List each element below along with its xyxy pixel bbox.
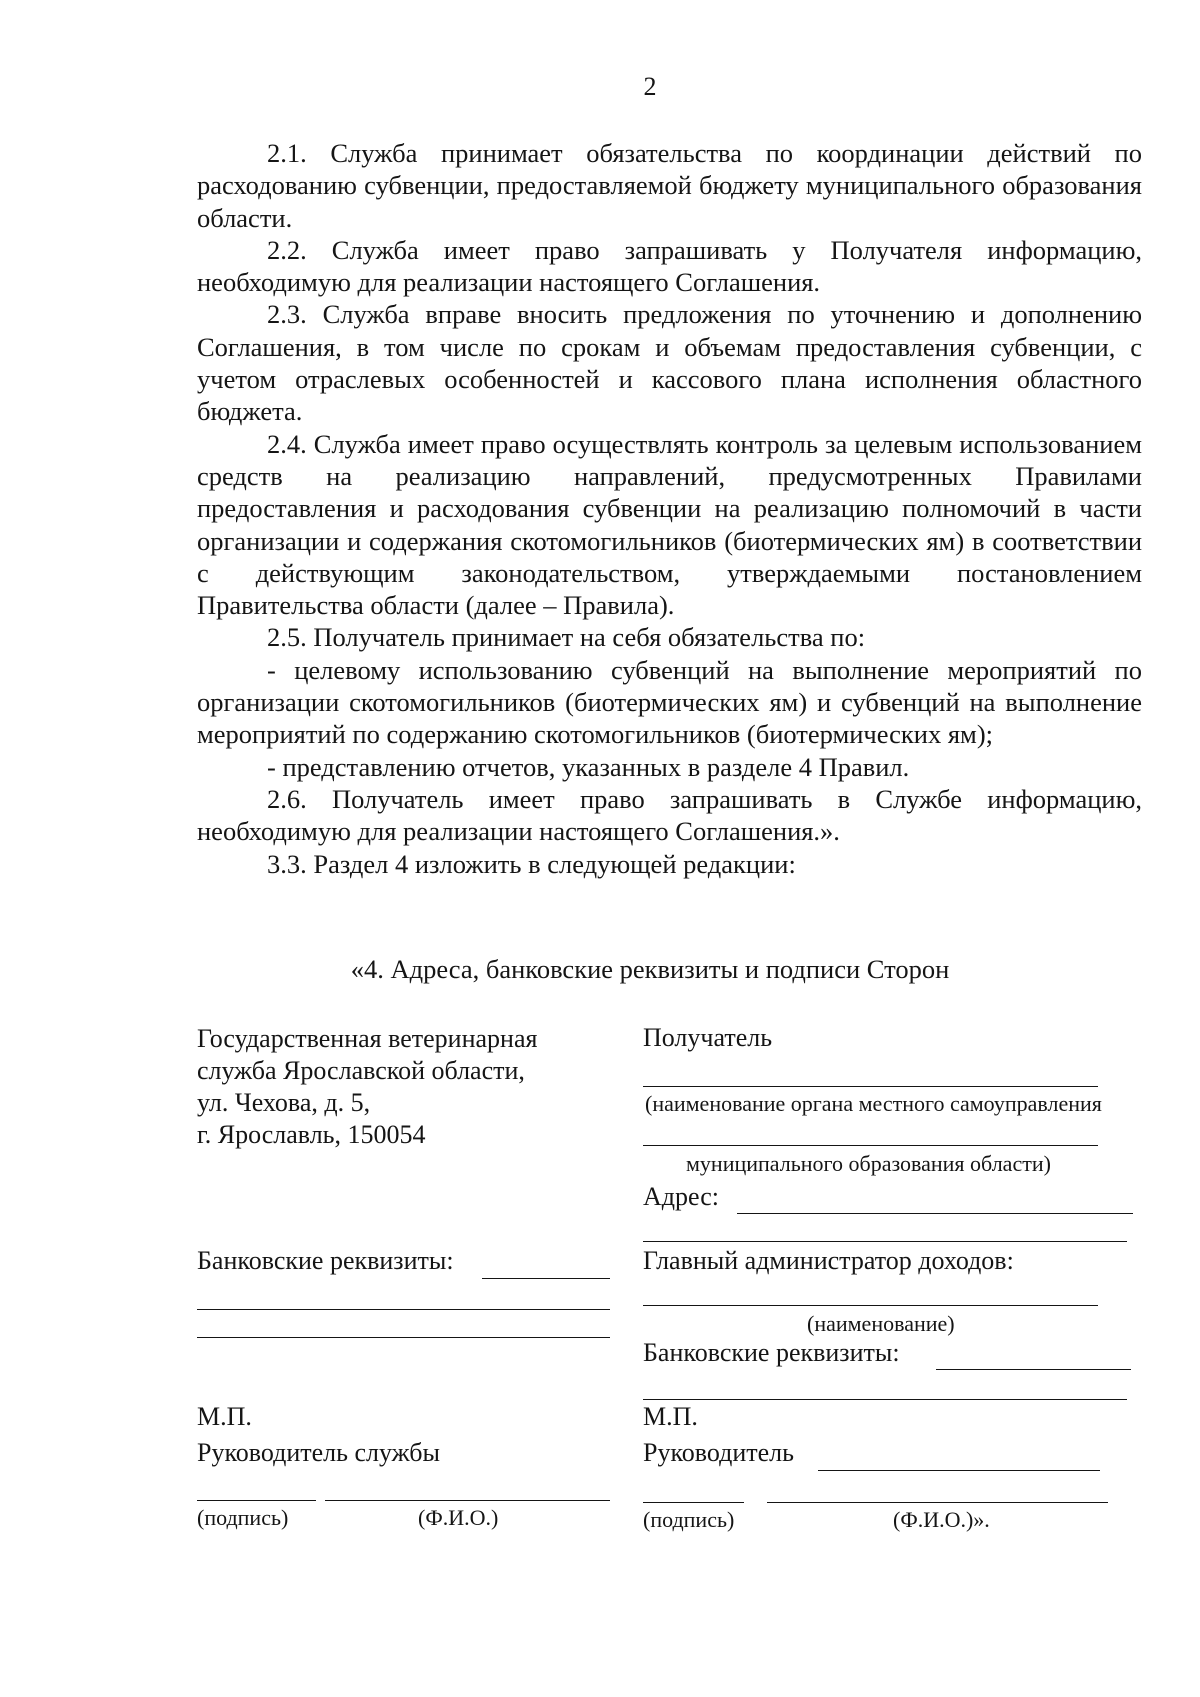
- right-party-title: Получатель: [643, 1023, 773, 1052]
- left-name-line: [325, 1500, 610, 1501]
- right-signature-caption: (подпись): [643, 1507, 735, 1532]
- left-address-line: г. Ярославль, 150054: [197, 1120, 426, 1149]
- right-bank-details-label: Банковские реквизиты:: [643, 1338, 900, 1367]
- left-signature-line: [197, 1500, 316, 1501]
- right-signature-line: [643, 1502, 744, 1503]
- right-address-line: [737, 1213, 1133, 1214]
- left-address-line: служба Ярославской области,: [197, 1056, 525, 1085]
- left-bank-details-label: Банковские реквизиты:: [197, 1246, 454, 1275]
- left-signature-caption: (подпись): [197, 1505, 289, 1530]
- right-head-line: [818, 1470, 1100, 1471]
- right-name-caption: (Ф.И.О.)».: [893, 1507, 990, 1532]
- paragraph-2-1: 2.1. Служба принимает обязательства по координации действий по расходованию субвенции, предоставляемой бюджету муниципального образования области.: [197, 138, 1142, 233]
- left-address-line: ул. Чехова, д. 5,: [197, 1088, 371, 1117]
- paragraph-2-5: 2.5. Получатель принимает на себя обязательства по:: [267, 622, 866, 653]
- paragraph-3-3: 3.3. Раздел 4 изложить в следующей редакции:: [267, 848, 796, 879]
- right-bank-details-line: [936, 1369, 1131, 1370]
- right-org-caption-1: (наименование органа местного самоуправления: [645, 1091, 1102, 1116]
- right-bank-details-line: [643, 1399, 1127, 1400]
- right-revenue-admin-line: [643, 1305, 1098, 1306]
- left-party-address: [197, 1023, 537, 1151]
- right-org-line: [643, 1086, 1098, 1087]
- right-revenue-admin-label: Главный администратор доходов:: [643, 1246, 1014, 1275]
- right-seal-label: М.П.: [643, 1402, 698, 1431]
- left-address-line: Государственная ветеринарная: [197, 1024, 538, 1053]
- right-name-line: [767, 1502, 1108, 1503]
- paragraph-2-2: 2.2. Служба имеет право запрашивать у Получателя информацию, необходимую для реализации настоящего Соглашения.: [197, 234, 1142, 298]
- right-address-line: [643, 1241, 1127, 1242]
- agreement-body: [197, 137, 1142, 880]
- left-name-caption: (Ф.И.О.): [418, 1505, 499, 1530]
- left-seal-label: М.П.: [197, 1402, 252, 1431]
- right-head-label: Руководитель: [643, 1438, 794, 1467]
- list-item-targeted-use: - целевому использованию субвенций на выполнение мероприятий по организации скотомогильников (биотермических ям) и субвенций на выполнение мероприятий по содержанию скотомогильников (биотермических ям);: [197, 654, 1142, 750]
- left-head-label: Руководитель службы: [197, 1438, 440, 1467]
- list-item-reports: - представлению отчетов, указанных в разделе 4 Правил.: [267, 751, 910, 782]
- left-bank-details-line: [197, 1337, 610, 1338]
- right-org-line: [643, 1145, 1098, 1146]
- right-org-caption-2: муниципального образования области): [686, 1151, 1051, 1176]
- section-title: «4. Адреса, банковские реквизиты и подписи Сторон: [350, 954, 950, 984]
- paragraph-2-3: 2.3. Служба вправе вносить предложения по уточнению и дополнению Соглашения, в том числе по срокам и объемам предоставления субвенции, с учетом отраслевых особенностей и кассового плана исполнения областного бюджета.: [197, 299, 1142, 427]
- paragraph-2-4: 2.4. Служба имеет право осуществлять контроль за целевым использованием средств на реализацию направлений, предусмотренных Правилами предоставления и расходования субвенции на реализацию полномочий в части организации и содержания скотомогильников (биотермических ям) в соответствии с действующим законодательством, утверждаемыми постановлением Правительства области (далее – Правила).: [197, 428, 1142, 621]
- right-naming-caption: (наименование): [807, 1311, 955, 1336]
- paragraph-2-6: 2.6. Получатель имеет право запрашивать в Службе информацию, необходимую для реализации настоящего Соглашения.».: [197, 783, 1142, 847]
- right-address-label: Адрес:: [643, 1182, 719, 1211]
- left-bank-details-line: [482, 1278, 610, 1279]
- page-number: 2: [643, 72, 657, 101]
- left-bank-details-line: [197, 1309, 610, 1310]
